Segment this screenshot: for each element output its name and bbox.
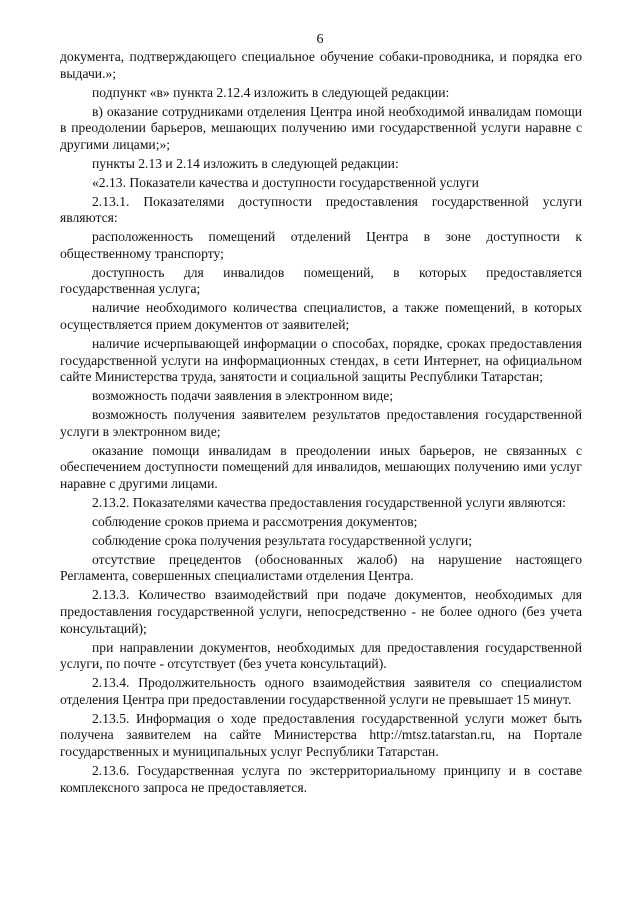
paragraph: оказание помощи инвалидам в преодолении иных барьеров, не связанных с обеспечением доступности помещений для инвалидов, мешающих получению ими услуг наравне с другими лицами. (60, 442, 582, 491)
paragraph: в) оказание сотрудниками отделения Центра иной необходимой инвалидам помощи в преодолении барьеров, мешающих получению ими государственной услуги наравне с другими лицами;»; (60, 103, 582, 152)
paragraph: 2.13.4. Продолжительность одного взаимодействия заявителя со специалистом отделения Центра при предоставлении государственной услуги не превышает 15 минут. (60, 675, 582, 707)
paragraph: возможность получения заявителем результатов предоставления государственной услуги в электронном виде; (60, 407, 582, 439)
paragraph: наличие необходимого количества специалистов, а также помещений, в которых осуществляется прием документов от заявителей; (60, 300, 582, 333)
paragraph: 2.13.3. Количество взаимодействий при подаче документов, необходимых для предоставления государственной услуги, непосредственно - не более одного (без учета консультаций); (60, 587, 582, 636)
page-number: 6 (316, 32, 324, 47)
paragraph: отсутствие прецедентов (обоснованных жалоб) на нарушение настоящего Регламента, совершенных специалистами отделения Центра. (60, 551, 582, 584)
paragraph: возможность подачи заявления в электронном виде; (92, 388, 394, 404)
paragraph: 2.13.1. Показателями доступности предоставления государственной услуги являются: (60, 193, 582, 226)
paragraph: 2.13.2. Показателями качества предоставления государственной услуги являются: (92, 494, 566, 510)
paragraph: доступность для инвалидов помещений, в которых предоставляется государственная услуга; (60, 264, 582, 297)
section-heading: «2.13. Показатели качества и доступности государственной услуги (92, 174, 479, 190)
document-body (60, 49, 582, 799)
paragraph: 2.13.5. Информация о ходе предоставления государственной услуги может быть получена заявителем на сайте Министерства http://mtsz.tatarstan.ru, на Портале государственных и муниципальных услуг Республики Татарстан. (60, 710, 582, 759)
paragraph: 2.13.6. Государственная услуга по экстерриториальному принципу и в составе комплексного запроса не предоставляется. (60, 762, 582, 795)
paragraph: соблюдение срока получения результата государственной услуги; (92, 532, 472, 548)
paragraph: подпункт «в» пункта 2.12.4 изложить в следующей редакции: (92, 84, 450, 100)
paragraph: соблюдение сроков приема и рассмотрения документов; (92, 513, 418, 529)
paragraph: наличие исчерпывающей информации о способах, порядке, сроках предоставления государственной услуги на информационных стендах, в сети Интернет, на официальном сайте Министерства труда, занятости и социальной защиты Республики Татарстан; (60, 336, 582, 385)
paragraph: при направлении документов, необходимых для предоставления государственной услуги, по почте - отсутствует (без учета консультаций). (60, 639, 582, 672)
paragraph: расположенность помещений отделений Центра в зоне доступности к общественному транспорту; (60, 229, 582, 261)
paragraph: пункты 2.13 и 2.14 изложить в следующей редакции: (92, 155, 399, 171)
paragraph: документа, подтверждающего специальное обучение собаки-проводника, и порядка его выдачи.»; (60, 49, 582, 81)
